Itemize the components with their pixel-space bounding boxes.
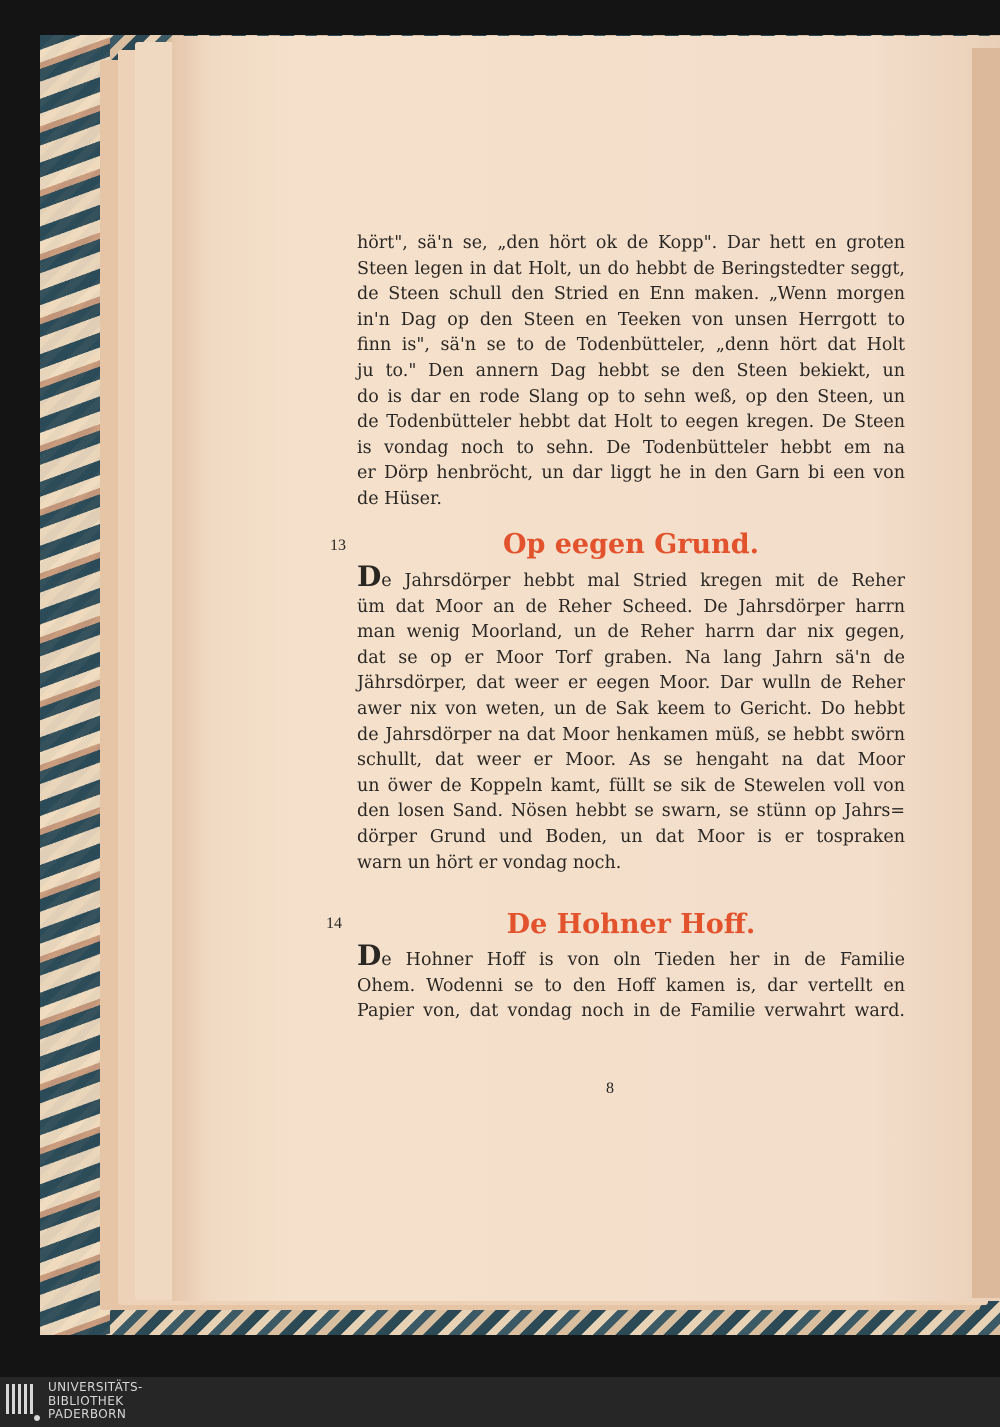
text-line: dörper Grund und Boden, un dat Moor is er tospraken bbox=[357, 826, 905, 847]
page-number: 8 bbox=[606, 1080, 614, 1097]
text-line: awer nix von weten, un de Sak keem to Gericht. Do hebbt bbox=[357, 698, 905, 719]
section-number: 13 bbox=[330, 537, 346, 554]
text-line: hört", sä'n se, „den hört ok de Kopp". Dar hett en groten bbox=[357, 233, 905, 253]
text-line: un öwer de Koppeln kamt, füllt se sik de Stewelen voll von bbox=[357, 775, 905, 796]
logo-line: PADERBORN bbox=[48, 1407, 127, 1421]
library-logo-icon bbox=[2, 1380, 40, 1424]
drop-cap: D bbox=[357, 939, 382, 972]
text-line: de Steen schull den Stried en Enn maken. „Wenn morgen bbox=[357, 284, 905, 305]
text-line: Jährsdörper, dat weer er eegen Moor. Dar wulln de Reher bbox=[357, 673, 905, 694]
text-line: de Hüser. bbox=[357, 488, 442, 509]
section-title: De Hohner Hoff. bbox=[506, 909, 756, 940]
text-line: do is dar en rode Slang op to sehn weß, op den Steen, un bbox=[357, 386, 905, 407]
drop-cap: D bbox=[357, 560, 382, 593]
text-line-content: e Jahrsdörper hebbt mal Stried kregen mit de Reher bbox=[381, 571, 905, 591]
text-line: de Jahrsdörper na dat Moor henkamen müß, se hebbt swörn bbox=[357, 724, 905, 745]
text-line: is vondag noch to sehn. De Todenbütteler hebbt em na bbox=[357, 437, 905, 458]
text-line: warn un hört er vondag noch. bbox=[357, 852, 622, 873]
paragraph-section-13 bbox=[357, 560, 905, 876]
text-line: schullt, dat weer er Moor. As se hengaht na dat Moor bbox=[357, 750, 905, 771]
paragraph-section-14 bbox=[357, 939, 905, 1025]
text-line: ju to." Den annern Dag hebbt se den Steen bekiekt, un bbox=[357, 360, 905, 381]
text-line: Ohem. Wodenni se to den Hoff kamen is, dar vertellt en bbox=[357, 975, 905, 996]
text-line: in'n Dag op den Steen en Teeken von unsen Herrgott to bbox=[357, 309, 905, 330]
library-logo-text bbox=[48, 1381, 143, 1422]
text-line: de Todenbütteler hebbt dat Holt to eegen kregen. De Steen bbox=[357, 412, 905, 433]
text-line bbox=[357, 560, 905, 595]
text-line-content: e Hohner Hoff is von oln Tieden her in de Familie bbox=[381, 950, 905, 970]
section-number: 14 bbox=[326, 915, 342, 932]
text-line: man wenig Moorland, un de Reher harrn dar nix gegen, bbox=[357, 622, 905, 643]
paragraph-previous-story bbox=[357, 231, 905, 513]
section-title: Op eegen Grund. bbox=[502, 529, 760, 560]
text-line: finn is", sä'n se to de Todenbütteler, „denn hört dat Holt bbox=[357, 335, 905, 356]
text-line: den losen Sand. Nösen hebbt se swarn, se stünn op Jahrs= bbox=[357, 801, 905, 822]
text-line: dat se op er Moor Torf graben. Na lang Jahrn sä'n de bbox=[357, 647, 905, 668]
logo-line: BIBLIOTHEK bbox=[48, 1393, 124, 1408]
logo-line: UNIVERSITÄTS- bbox=[48, 1380, 143, 1394]
text-line: Papier von, dat vondag noch in de Familie verwahrt ward. bbox=[357, 1001, 905, 1022]
text-line: üm dat Moor an de Reher Scheed. De Jahrsdörper harrn bbox=[357, 596, 905, 617]
text-line bbox=[357, 939, 905, 974]
text-line: Steen legen in dat Holt, un do hebbt de Beringstedter seggt, bbox=[357, 258, 905, 279]
text-line: er Dörp henbröcht, un dar liggt he in den Garn bi een von bbox=[357, 463, 905, 484]
footer-bar bbox=[0, 1377, 1000, 1427]
facing-page-edge bbox=[972, 48, 1000, 1298]
